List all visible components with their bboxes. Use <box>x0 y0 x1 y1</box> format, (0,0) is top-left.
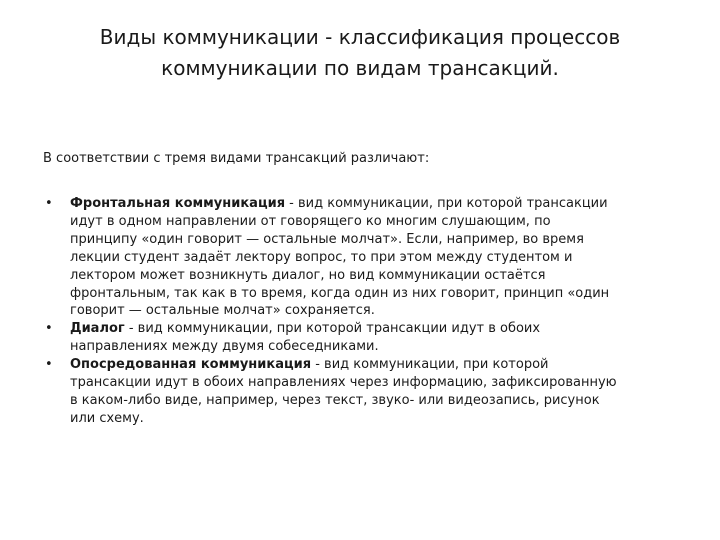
bullet-line <box>70 195 693 213</box>
bullet-text: идут в одном направлении от говорящего ко многим слушающим, по <box>70 213 551 229</box>
bullet-list <box>43 195 693 428</box>
bullet-text: принципу «один говорит — остальные молчат». Если, например, во время <box>70 231 584 247</box>
bullet-marker: • <box>45 196 53 211</box>
bullet-text: лектором может возникнуть диалог, но вид коммуникации остаётся <box>70 267 546 283</box>
intro-text: В соответствии с тремя видами трансакций различают: <box>43 151 430 166</box>
bullet-term: Опосредованная коммуникация <box>70 357 312 373</box>
bullet-line <box>70 320 693 338</box>
list-item-mediated <box>43 356 693 428</box>
bullet-marker: • <box>45 321 53 337</box>
bullet-text: лекции студент задаёт лектору вопрос, то при этом между студентом и <box>70 249 573 265</box>
slide-title-line-1: Виды коммуникации - классификация процессов <box>99 25 621 49</box>
bullet-line <box>70 356 693 374</box>
slide-title-line-2: коммуникации по видам трансакций. <box>161 56 559 80</box>
bullet-text: - вид коммуникации, при которой трансакции идут в обоих <box>124 321 541 337</box>
bullet-text: или схему. <box>70 410 144 426</box>
bullet-text: трансакции идут в обоих направлениях через информацию, зафиксированную <box>70 375 617 391</box>
bullet-text: - вид коммуникации, при которой <box>311 357 549 373</box>
slide-title <box>60 22 660 84</box>
bullet-term: Диалог <box>70 321 125 337</box>
bullet-text: в каком-либо виде, например, через текст, звуко- или видеозапись, рисунок <box>70 392 600 408</box>
bullet-text: - вид коммуникации, при которой трансакции <box>285 196 608 211</box>
list-item-dialog <box>43 320 693 356</box>
bullet-text: фронтальным, так как в то время, когда один из них говорит, принцип «один <box>70 285 610 301</box>
list-item-frontal <box>43 195 693 320</box>
bullet-text: направлениях между двумя собеседниками. <box>70 339 379 355</box>
bullet-text: говорит — остальные молчат» сохраняется. <box>70 303 375 319</box>
bullet-marker: • <box>45 357 53 373</box>
bullet-term: Фронтальная коммуникация <box>70 196 286 211</box>
